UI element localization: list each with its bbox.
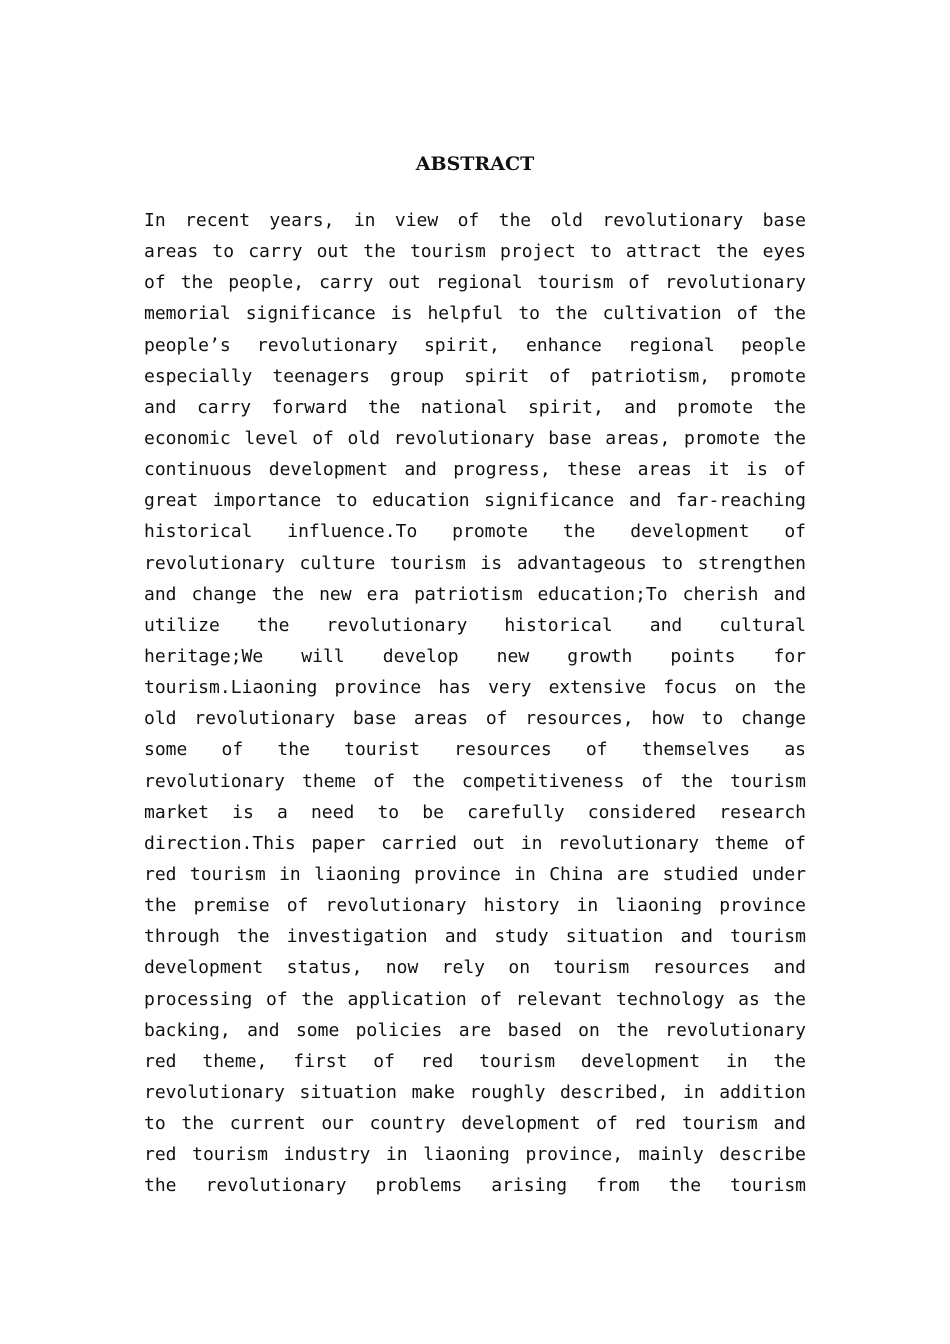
abstract-line: continuous development and progress, these areas it is of [144, 459, 806, 481]
abstract-line: to the current our country development of red tourism and [144, 1113, 806, 1135]
abstract-line: memorial significance is helpful to the cultivation of the [144, 303, 806, 325]
abstract-line: processing of the application of relevant technology as the [144, 988, 806, 1010]
abstract-line: heritage;We will develop new growth points for [144, 645, 806, 667]
abstract-line: revolutionary situation make roughly described, in addition [144, 1081, 806, 1103]
abstract-line: great importance to education significance and far-reaching [144, 490, 806, 512]
abstract-line: areas to carry out the tourism project to attract the eyes [144, 241, 806, 263]
abstract-line: people’s revolutionary spirit, enhance regional people [144, 334, 806, 356]
abstract-line: utilize the revolutionary historical and cultural [144, 614, 806, 636]
abstract-line: red theme, first of red tourism development in the [144, 1050, 806, 1072]
abstract-line: In recent years, in view of the old revolutionary base [144, 210, 806, 231]
abstract-line: market is a need to be carefully considered research [144, 801, 806, 823]
abstract-line: through the investigation and study situation and tourism [144, 926, 806, 948]
abstract-line: economic level of old revolutionary base areas, promote the [144, 427, 806, 449]
abstract-line: and change the new era patriotism education;To cherish and [144, 583, 806, 605]
abstract-line: tourism.Liaoning province has very extensive focus on the [144, 677, 806, 699]
abstract-line: the revolutionary problems arising from the tourism [144, 1175, 806, 1197]
abstract-line: red tourism in liaoning province in China are studied under [144, 863, 806, 885]
abstract-line: historical influence.To promote the development of [144, 521, 806, 543]
abstract-line: especially teenagers group spirit of patriotism, promote [144, 365, 806, 387]
abstract-line: the premise of revolutionary history in liaoning province [144, 895, 806, 917]
abstract-line: and carry forward the national spirit, and promote the [144, 396, 806, 418]
abstract-line: of the people, carry out regional tourism of revolutionary [144, 272, 806, 294]
abstract-line: revolutionary culture tourism is advantageous to strengthen [144, 552, 806, 574]
abstract-line: some of the tourist resources of themselves as [144, 739, 806, 761]
abstract-line: development status, now rely on tourism resources and [144, 957, 806, 979]
abstract-line: backing, and some policies are based on the revolutionary [144, 1019, 806, 1041]
abstract-title: ABSTRACT [415, 153, 535, 175]
abstract-line: revolutionary theme of the competitiveness of the tourism [144, 770, 806, 792]
abstract-line: old revolutionary base areas of resources, how to change [144, 708, 806, 730]
abstract-line: red tourism industry in liaoning province, mainly describe [144, 1144, 806, 1166]
abstract-body [144, 205, 806, 1202]
abstract-line: direction.This paper carried out in revolutionary theme of [144, 832, 806, 854]
